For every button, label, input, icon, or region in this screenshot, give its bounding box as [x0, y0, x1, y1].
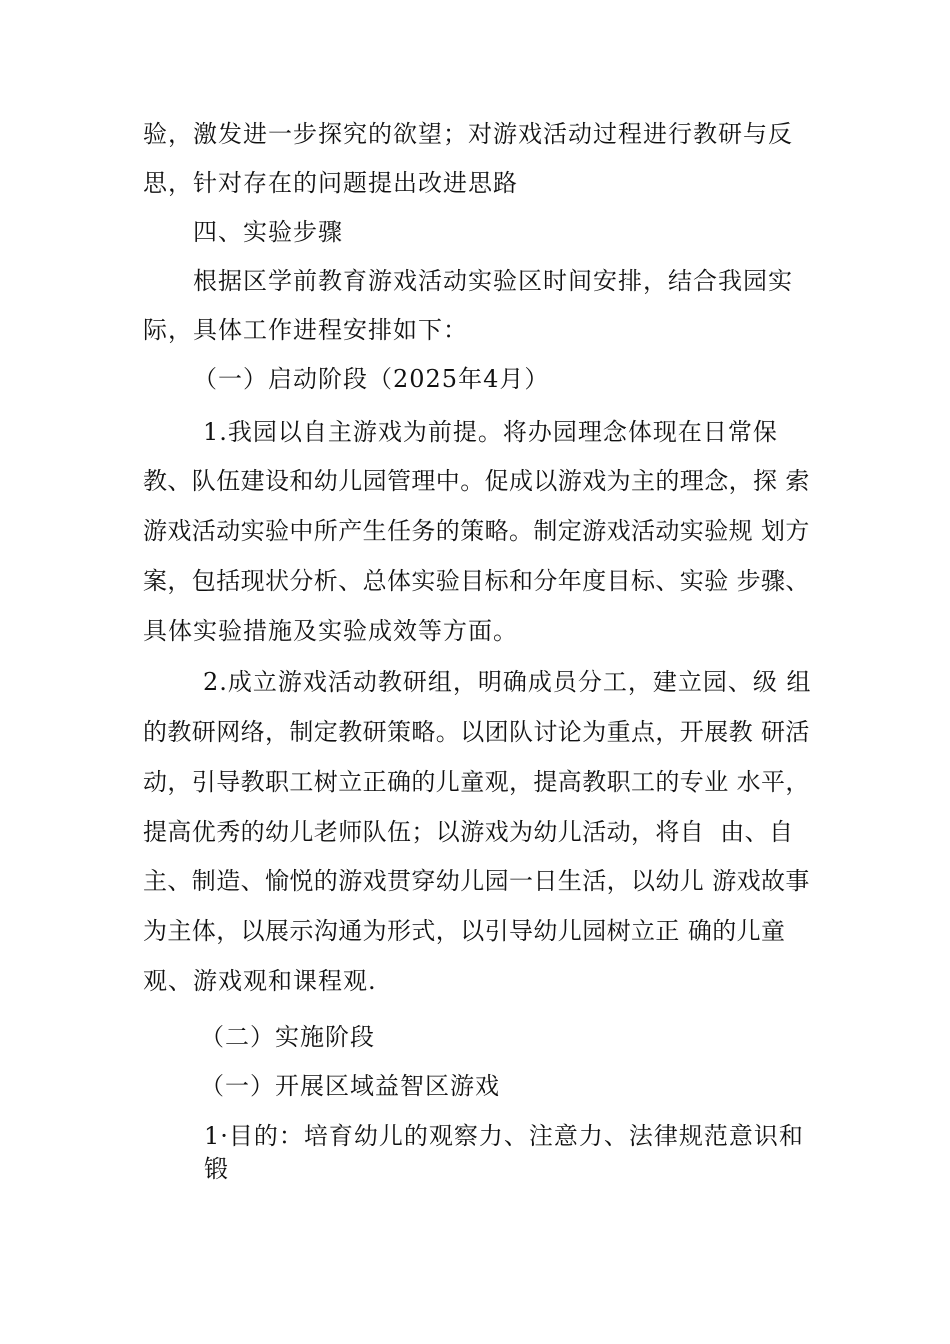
paragraph-line: 为主体，以展示沟通为形式，以引导幼儿园树立正 确的儿童 — [143, 917, 786, 945]
paragraph-line: 具体实验措施及实验成效等方面。 — [143, 617, 518, 645]
paragraph-line: 验，激发进一步探究的欲望；对游戏活动过程进行教研与反 — [143, 120, 793, 148]
subsection-heading: （一）启动阶段（2025年4月） — [193, 365, 550, 393]
paragraph-line: 思，针对存在的问题提出改进思路 — [143, 169, 518, 197]
paragraph-line: 主、制造、愉悦的游戏贯穿幼儿园一日生活，以幼儿 游戏故事 — [143, 867, 810, 895]
section-heading: 四、实验步骤 — [193, 218, 343, 246]
paragraph-line: 2.成立游戏活动教研组，明确成员分工，建立园、级 组 — [203, 668, 812, 696]
paragraph-line: 1.我园以自主游戏为前提。将办园理念体现在日常保 — [203, 418, 778, 446]
paragraph-line: 教、队伍建设和幼儿园管理中。促成以游戏为主的理念，探 索 — [143, 467, 810, 495]
subsection-heading: （一）开展区域益智区游戏 — [200, 1072, 500, 1100]
paragraph-line: 锻 — [204, 1155, 229, 1183]
paragraph-line: 的教研网络，制定教研策略。以团队讨论为重点，开展教 研活 — [143, 718, 810, 746]
paragraph-line: 1·目的：培育幼儿的观察力、注意力、法律规范意识和 — [204, 1122, 804, 1150]
paragraph-line: 提高优秀的幼儿老师队伍；以游戏为幼儿活动，将自 由、自 — [143, 818, 794, 846]
paragraph-line: 游戏活动实验中所产生任务的策略。制定游戏活动实验规 划方 — [143, 517, 810, 545]
paragraph-line: 际，具体工作进程安排如下： — [143, 316, 468, 344]
subsection-heading: （二）实施阶段 — [200, 1023, 375, 1051]
paragraph-line: 根据区学前教育游戏活动实验区时间安排，结合我园实 — [193, 267, 793, 295]
paragraph-line: 动，引导教职工树立正确的儿童观，提高教职工的专业 水平， — [143, 768, 810, 796]
paragraph-line: 观、游戏观和课程观. — [143, 967, 377, 995]
paragraph-line: 案，包括现状分析、总体实验目标和分年度目标、实验 步骤、 — [143, 567, 810, 595]
